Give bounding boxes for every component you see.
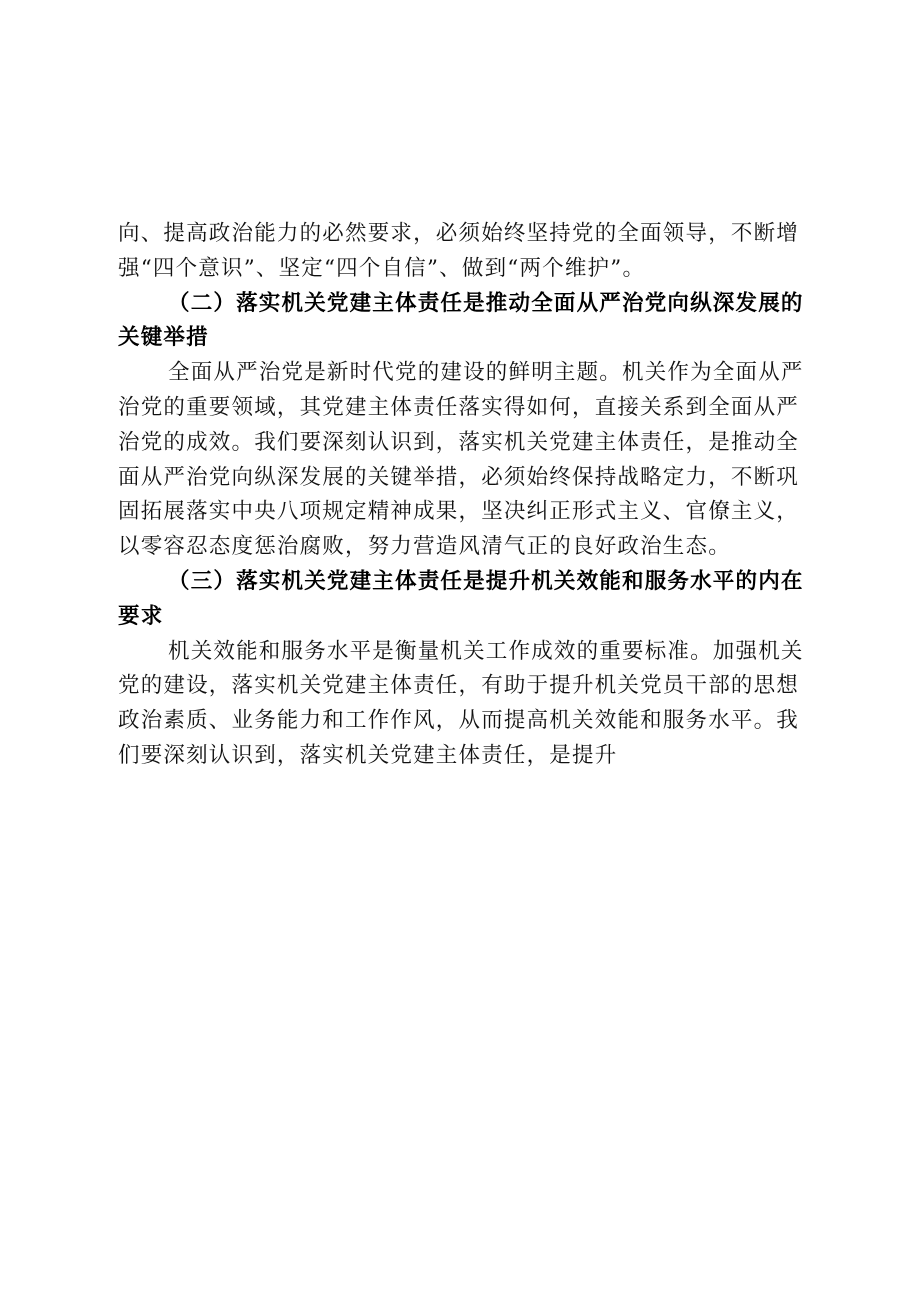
text-line: 机关效能和服务水平是衡量机关工作成效的重要标准。加强机关 bbox=[168, 638, 804, 664]
heading-line: 关键举措 bbox=[118, 325, 209, 351]
heading-line: （三）落实机关党建主体责任是提升机关效能和服务水平的内在 bbox=[168, 568, 804, 594]
paragraph-3 bbox=[118, 635, 818, 774]
text-line: 强“四个意识”、坚定“四个自信”、做到“两个维护”。 bbox=[118, 255, 646, 281]
document-body bbox=[118, 217, 818, 774]
text-line: 固拓展落实中央八项规定精神成果，坚决纠正形式主义、官僚主义， bbox=[118, 499, 800, 525]
text-line: 向、提高政治能力的必然要求，必须始终坚持党的全面领导，不断增 bbox=[118, 221, 800, 246]
text-line: 政治素质、业务能力和工作作风，从而提高机关效能和服务水平。我 bbox=[118, 708, 800, 734]
text-line: 面从严治党向纵深发展的关键举措，必须始终保持战略定力，不断巩 bbox=[118, 464, 800, 490]
heading-line: （二）落实机关党建主体责任是推动全面从严治党向纵深发展的 bbox=[168, 290, 804, 316]
heading-line: 要求 bbox=[118, 603, 164, 629]
paragraph-continuation bbox=[118, 217, 818, 287]
text-line: 全面从严治党是新时代党的建设的鲜明主题。机关作为全面从严 bbox=[168, 360, 804, 386]
text-line: 们要深刻认识到，落实机关党建主体责任，是提升 bbox=[118, 742, 618, 768]
text-line: 治党的重要领域，其党建主体责任落实得如何，直接关系到全面从严 bbox=[118, 394, 800, 420]
text-line: 以零容忍态度惩治腐败，努力营造风清气正的良好政治生态。 bbox=[118, 534, 731, 560]
paragraph-2 bbox=[118, 356, 818, 565]
section-heading-3 bbox=[118, 565, 818, 635]
text-line: 治党的成效。我们要深刻认识到，落实机关党建主体责任，是推动全 bbox=[118, 429, 800, 455]
section-heading-2 bbox=[118, 287, 818, 357]
text-line: 党的建设，落实机关党建主体责任，有助于提升机关党员干部的思想 bbox=[118, 673, 800, 699]
